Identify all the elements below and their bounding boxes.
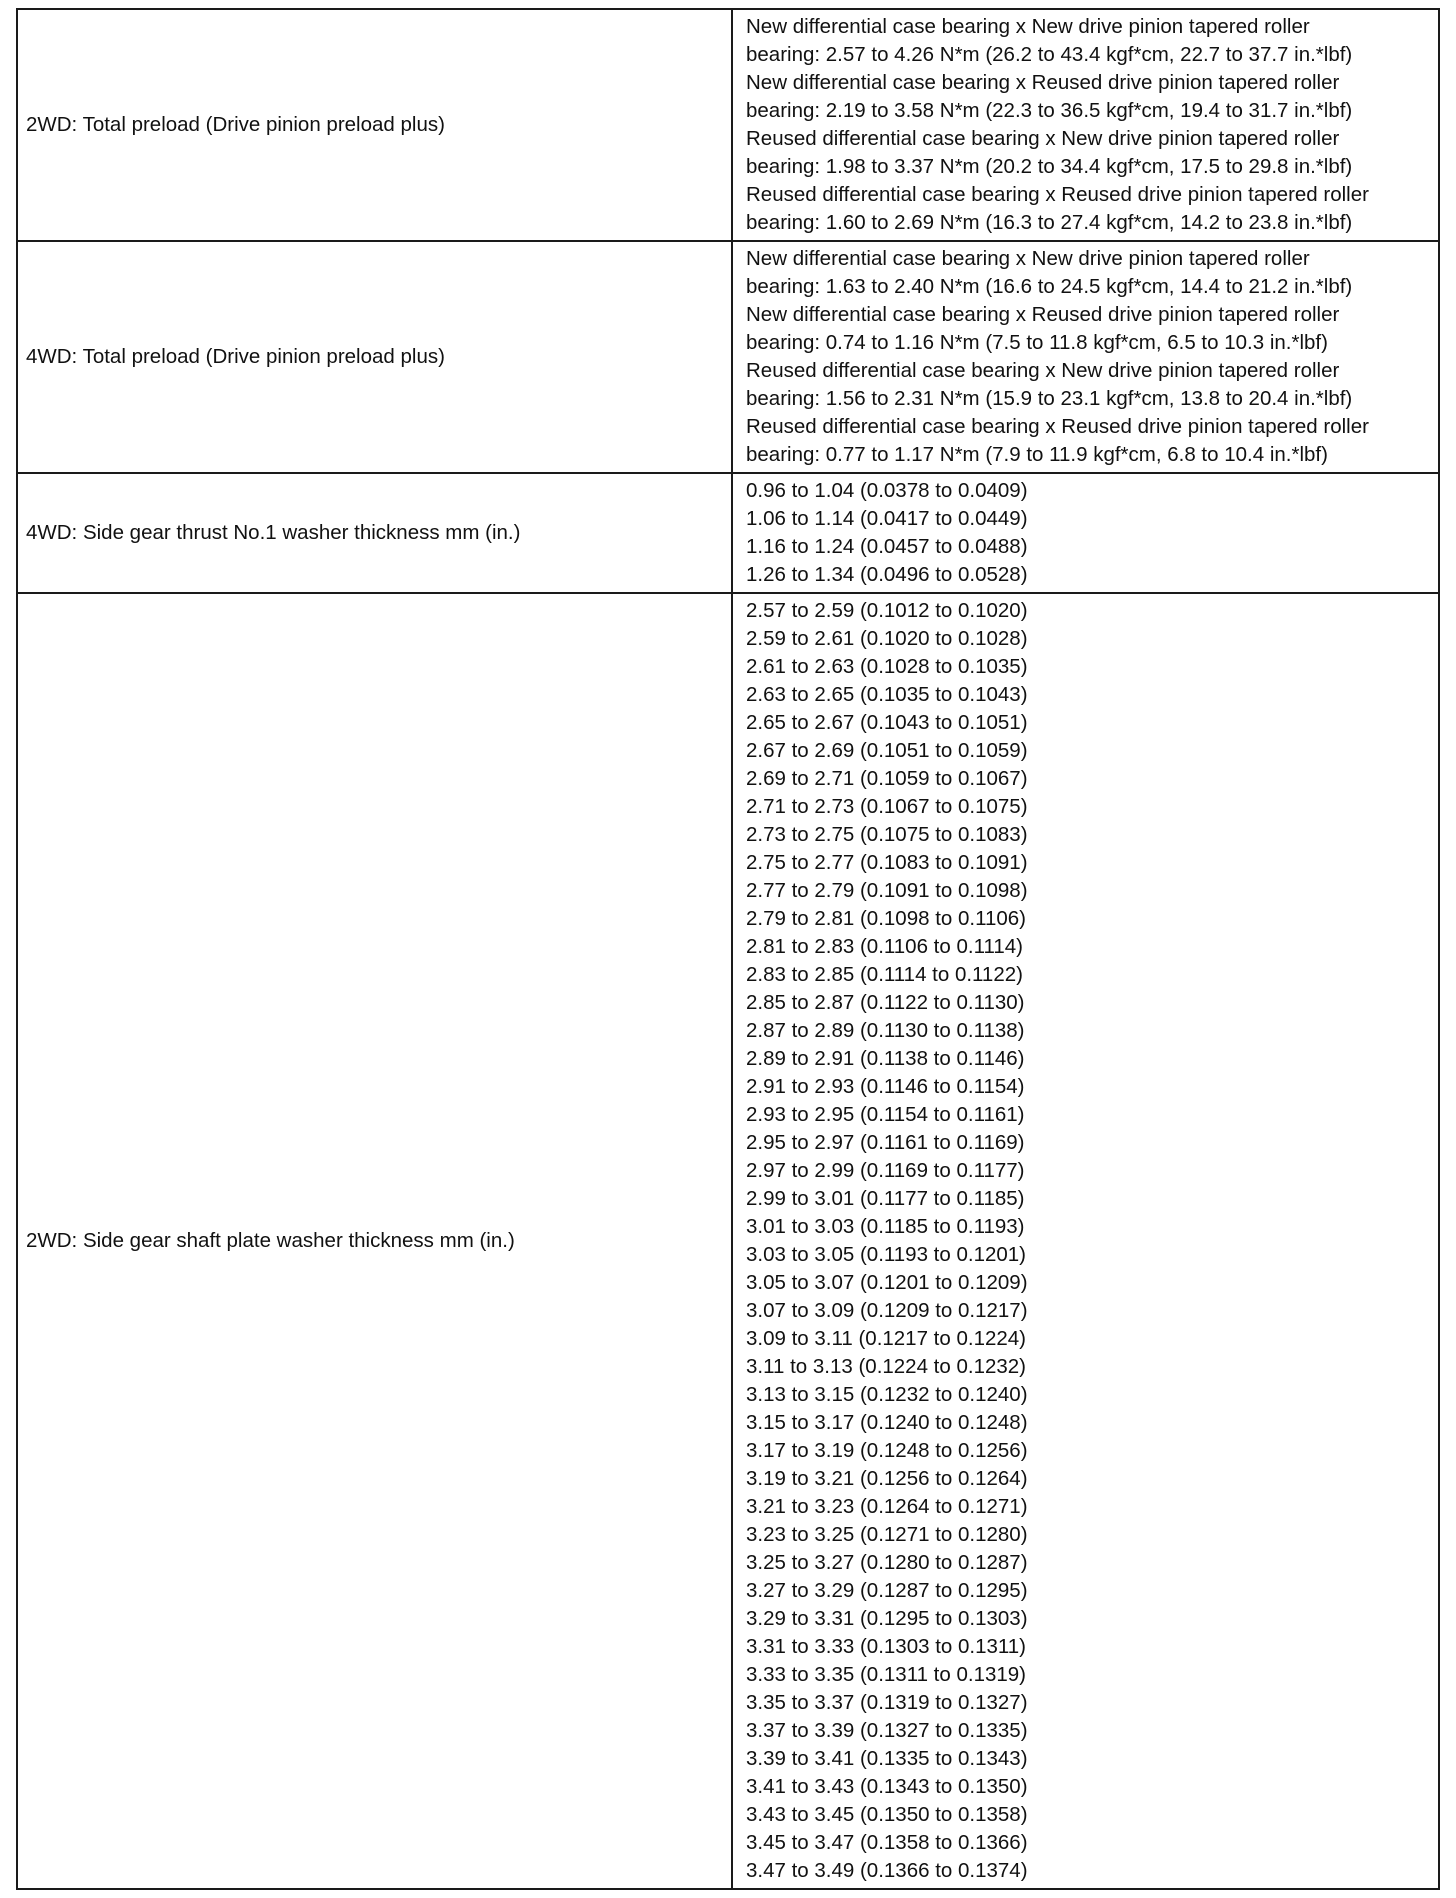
spec-value-line: bearing: 1.98 to 3.37 N*m (20.2 to 34.4 kgf*cm, 17.5 to 29.8 in.*lbf): [746, 155, 1353, 178]
spec-value-line: 2.87 to 2.89 (0.1130 to 0.1138): [746, 1019, 1025, 1042]
spec-value-line: Reused differential case bearing x New drive pinion tapered roller: [746, 359, 1340, 382]
spec-value-line: 2.75 to 2.77 (0.1083 to 0.1091): [746, 851, 1028, 874]
spec-value-line: 3.31 to 3.33 (0.1303 to 0.1311): [746, 1635, 1027, 1658]
spec-value-line: Reused differential case bearing x New drive pinion tapered roller: [746, 127, 1340, 150]
spec-value: [732, 593, 1439, 1889]
spec-value-line: Reused differential case bearing x Reused drive pinion tapered roller: [746, 183, 1369, 206]
spec-value-line: 1.16 to 1.24 (0.0457 to 0.0488): [746, 535, 1028, 558]
spec-value-line: bearing: 1.60 to 2.69 N*m (16.3 to 27.4 kgf*cm, 14.2 to 23.8 in.*lbf): [746, 211, 1353, 234]
spec-value-line: 3.19 to 3.21 (0.1256 to 0.1264): [746, 1467, 1028, 1490]
spec-value-line: 3.15 to 3.17 (0.1240 to 0.1248): [746, 1411, 1028, 1434]
table-row: [17, 593, 1439, 1889]
spec-value-line: 3.23 to 3.25 (0.1271 to 0.1280): [746, 1523, 1028, 1546]
spec-value: [732, 241, 1439, 473]
spec-value-line: 2.61 to 2.63 (0.1028 to 0.1035): [746, 655, 1028, 678]
spec-value-line: 3.45 to 3.47 (0.1358 to 0.1366): [746, 1831, 1028, 1854]
spec-value: [732, 9, 1439, 241]
spec-value-line: 2.99 to 3.01 (0.1177 to 0.1185): [746, 1187, 1025, 1210]
spec-value-line: 3.43 to 3.45 (0.1350 to 0.1358): [746, 1803, 1028, 1826]
spec-value-line: 3.05 to 3.07 (0.1201 to 0.1209): [746, 1271, 1028, 1294]
spec-value-line: 2.85 to 2.87 (0.1122 to 0.1130): [746, 991, 1025, 1014]
spec-value-line: 3.41 to 3.43 (0.1343 to 0.1350): [746, 1775, 1028, 1798]
spec-value-line: 3.17 to 3.19 (0.1248 to 0.1256): [746, 1439, 1028, 1462]
spec-value-line: 2.93 to 2.95 (0.1154 to 0.1161): [746, 1103, 1025, 1126]
spec-value-line: 2.65 to 2.67 (0.1043 to 0.1051): [746, 711, 1028, 734]
spec-value-line: 1.06 to 1.14 (0.0417 to 0.0449): [746, 507, 1028, 530]
spec-value-line: 2.59 to 2.61 (0.1020 to 0.1028): [746, 627, 1028, 650]
spec-label: 4WD: Total preload (Drive pinion preload plus): [17, 241, 732, 473]
spec-value-line: 3.13 to 3.15 (0.1232 to 0.1240): [746, 1383, 1028, 1406]
spec-value-line: 3.47 to 3.49 (0.1366 to 0.1374): [746, 1859, 1028, 1882]
spec-value-line: 2.95 to 2.97 (0.1161 to 0.1169): [746, 1131, 1025, 1154]
spec-label: 2WD: Total preload (Drive pinion preload plus): [17, 9, 732, 241]
spec-value-line: 3.39 to 3.41 (0.1335 to 0.1343): [746, 1747, 1028, 1770]
spec-value-line: 3.29 to 3.31 (0.1295 to 0.1303): [746, 1607, 1028, 1630]
spec-value-line: 2.67 to 2.69 (0.1051 to 0.1059): [746, 739, 1028, 762]
spec-value-line: 2.73 to 2.75 (0.1075 to 0.1083): [746, 823, 1028, 846]
spec-value-line: 2.57 to 2.59 (0.1012 to 0.1020): [746, 599, 1028, 622]
spec-value-line: 3.25 to 3.27 (0.1280 to 0.1287): [746, 1551, 1028, 1574]
spec-value-line: bearing: 0.77 to 1.17 N*m (7.9 to 11.9 kgf*cm, 6.8 to 10.4 in.*lbf): [746, 443, 1328, 466]
spec-value-line: 2.83 to 2.85 (0.1114 to 0.1122): [746, 963, 1023, 986]
spec-value-line: 2.89 to 2.91 (0.1138 to 0.1146): [746, 1047, 1025, 1070]
spec-value-line: 3.21 to 3.23 (0.1264 to 0.1271): [746, 1495, 1028, 1518]
spec-value-line: 3.35 to 3.37 (0.1319 to 0.1327): [746, 1691, 1028, 1714]
spec-value-line: bearing: 0.74 to 1.16 N*m (7.5 to 11.8 kgf*cm, 6.5 to 10.3 in.*lbf): [746, 331, 1328, 354]
spec-value-line: bearing: 1.56 to 2.31 N*m (15.9 to 23.1 kgf*cm, 13.8 to 20.4 in.*lbf): [746, 387, 1353, 410]
spec-label: 4WD: Side gear thrust No.1 washer thickness mm (in.): [17, 473, 732, 593]
spec-value-line: 2.97 to 2.99 (0.1169 to 0.1177): [746, 1159, 1025, 1182]
spec-value-line: bearing: 2.57 to 4.26 N*m (26.2 to 43.4 kgf*cm, 22.7 to 37.7 in.*lbf): [746, 43, 1353, 66]
spec-value: [732, 473, 1439, 593]
spec-value-line: New differential case bearing x Reused drive pinion tapered roller: [746, 303, 1340, 326]
spec-value-line: 3.27 to 3.29 (0.1287 to 0.1295): [746, 1579, 1028, 1602]
spec-value-line: 3.33 to 3.35 (0.1311 to 0.1319): [746, 1663, 1027, 1686]
spec-value-line: 3.01 to 3.03 (0.1185 to 0.1193): [746, 1215, 1025, 1238]
specification-table: [16, 8, 1440, 1890]
spec-label: 2WD: Side gear shaft plate washer thickness mm (in.): [17, 593, 732, 1889]
spec-value-line: 2.77 to 2.79 (0.1091 to 0.1098): [746, 879, 1028, 902]
spec-value-line: bearing: 2.19 to 3.58 N*m (22.3 to 36.5 kgf*cm, 19.4 to 31.7 in.*lbf): [746, 99, 1353, 122]
table-row: [17, 241, 1439, 473]
spec-value-line: 3.09 to 3.11 (0.1217 to 0.1224): [746, 1327, 1027, 1350]
spec-value-line: New differential case bearing x New drive pinion tapered roller: [746, 15, 1310, 38]
spec-value-line: 2.91 to 2.93 (0.1146 to 0.1154): [746, 1075, 1025, 1098]
spec-value-line: 2.63 to 2.65 (0.1035 to 0.1043): [746, 683, 1028, 706]
spec-value-line: 3.11 to 3.13 (0.1224 to 0.1232): [746, 1355, 1027, 1378]
spec-value-line: 3.07 to 3.09 (0.1209 to 0.1217): [746, 1299, 1028, 1322]
table-row: [17, 9, 1439, 241]
spec-value-line: 2.71 to 2.73 (0.1067 to 0.1075): [746, 795, 1028, 818]
spec-value-line: 3.37 to 3.39 (0.1327 to 0.1335): [746, 1719, 1028, 1742]
spec-value-line: 2.81 to 2.83 (0.1106 to 0.1114): [746, 935, 1023, 958]
spec-value-line: Reused differential case bearing x Reused drive pinion tapered roller: [746, 415, 1369, 438]
spec-value-line: New differential case bearing x New drive pinion tapered roller: [746, 247, 1310, 270]
spec-value-line: 0.96 to 1.04 (0.0378 to 0.0409): [746, 479, 1028, 502]
spec-value-line: 2.79 to 2.81 (0.1098 to 0.1106): [746, 907, 1027, 930]
spec-value-line: 2.69 to 2.71 (0.1059 to 0.1067): [746, 767, 1028, 790]
spec-value-line: bearing: 1.63 to 2.40 N*m (16.6 to 24.5 kgf*cm, 14.4 to 21.2 in.*lbf): [746, 275, 1353, 298]
spec-value-line: 1.26 to 1.34 (0.0496 to 0.0528): [746, 563, 1028, 586]
spec-value-line: New differential case bearing x Reused drive pinion tapered roller: [746, 71, 1340, 94]
table-row: [17, 473, 1439, 593]
spec-value-line: 3.03 to 3.05 (0.1193 to 0.1201): [746, 1243, 1027, 1266]
